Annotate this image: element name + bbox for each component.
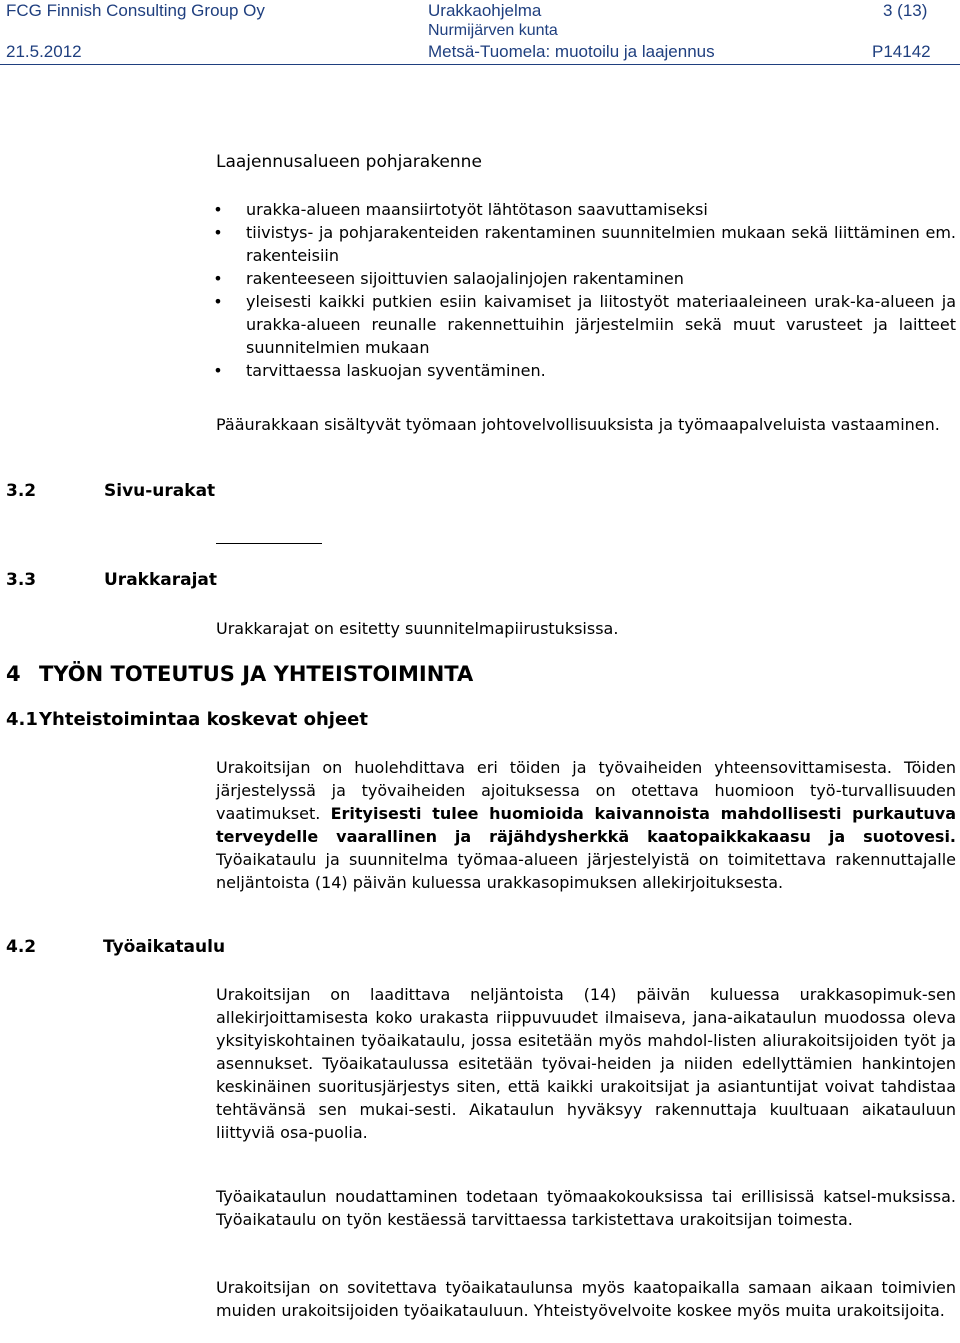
bullet-icon: • bbox=[213, 292, 223, 311]
section-number: 4.1 bbox=[6, 709, 38, 730]
cooperation-text-end: Työaikataulu ja suunnitelma työmaa-alueen järjestelyistä on toimitettava rakennuttajalle neljäntoista (14) päivän kuluessa urakkasopimuksen allekirjoituksesta. bbox=[216, 850, 956, 892]
section-4-2-heading bbox=[6, 936, 225, 958]
divider bbox=[216, 543, 322, 544]
bullet-icon: • bbox=[213, 223, 223, 242]
header-doc-type: Urakkaohjelma bbox=[428, 1, 542, 20]
safety-warning-text: Erityisesti tulee huomioida kaivannoista mahdollisesti purkautuva terveydelle vaarallinen ja räjähdysherkkä kaatopaikkakaasu ja suotovesi. bbox=[216, 804, 956, 846]
section-title: Urakkarajat bbox=[104, 570, 218, 590]
list-item: • tarvittaessa laskuojan syventäminen. bbox=[213, 361, 546, 380]
section-title: Työaikataulu bbox=[103, 937, 226, 957]
chapter-title: TYÖN TOTEUTUS JA YHTEISTOIMINTA bbox=[39, 662, 474, 686]
schedule-paragraph-2: Työaikataulun noudattaminen todetaan työmaakokouksissa tai erillisissä katsel-muksissa. Työaikataulu on työn kestäessä tarvittaessa tarkistettava urakoitsijan toimesta. bbox=[216, 1187, 956, 1229]
contract-limits-paragraph: Urakkarajat on esitetty suunnitelmapiirustuksissa. bbox=[216, 619, 619, 638]
schedule-paragraph-1: Urakoitsijan on laadittava neljäntoista (14) päivän kuluessa urakkasopimuk-sen allekirjoittamisesta koko urakasta riippuvuudet ilmaiseva, jana-aikataulun muodossa oleva yksityiskohtainen työaikataulu, jossa esitetään myös mahdol-listen aliurakoitsijoiden työt ja asennukset. Työaikataulussa esitetään työvai-heiden ja niiden edellyttämien hankintojen keskinäinen suoritusjärjestys siten, että kaikki urakoitsijat ja asiantuntijat voivat tahdistaa tehtävänsä sen mukai-sesti. Aikataulun hyväksyy rakennuttaja kuultuaan aikatauluun liittyviä osa-puolia. bbox=[216, 985, 956, 1142]
list-item: • tiivistys- ja pohjarakenteiden rakentaminen suunnitelmien mukaan sekä liittäminen em. rakenteisiin bbox=[213, 223, 956, 265]
section-3-2-heading bbox=[6, 480, 215, 502]
section-4-1-heading bbox=[6, 709, 368, 731]
section-number: 3.3 bbox=[6, 570, 37, 590]
cooperation-text-start: Urakoitsijan on huolehdittava eri töiden ja työvaiheiden yhteensovittamisesta. Töiden järjestelyssä ja työvaiheiden ajoituksessa on otettava huomioon työ-turvallisuuden vaatimukset. bbox=[216, 758, 956, 823]
section-title: Sivu-urakat bbox=[104, 481, 216, 501]
subsection-title: Laajennusalueen pohjarakenne bbox=[216, 152, 482, 172]
section-number: 3.2 bbox=[6, 481, 37, 501]
bullet-icon: • bbox=[213, 269, 223, 288]
list-item: • urakka-alueen maansiirtotyöt lähtötason saavuttamiseksi bbox=[213, 200, 708, 219]
header-client: Nurmijärven kunta bbox=[428, 22, 558, 39]
task-bullet-list bbox=[213, 198, 956, 382]
section-3-3-heading bbox=[6, 569, 217, 591]
chapter-4-heading bbox=[6, 661, 473, 687]
list-item: • rakenteeseen sijoittuvien salaojalinjojen rakentaminen bbox=[213, 269, 684, 288]
header-date: 21.5.2012 bbox=[6, 42, 82, 61]
header-project: Metsä-Tuomela: muotoilu ja laajennus bbox=[428, 42, 715, 61]
bullet-icon: • bbox=[213, 361, 223, 380]
header-page-number: 3 (13) bbox=[883, 1, 928, 20]
section-number: 4.2 bbox=[6, 937, 37, 957]
section-title: Yhteistoimintaa koskevat ohjeet bbox=[39, 709, 368, 730]
cooperation-paragraph bbox=[216, 756, 956, 894]
header-rule bbox=[0, 64, 960, 65]
header-company: FCG Finnish Consulting Group Oy bbox=[6, 1, 265, 20]
list-item: • yleisesti kaikki putkien esiin kaivamiset ja liitostyöt materiaaleineen urak-ka-alueen ja urakka-alueen reunalle rakennettuihin järjestelmiin sekä muut varusteet ja laitteet suunnitelmien mukaan bbox=[213, 292, 956, 357]
chapter-number: 4 bbox=[6, 662, 21, 686]
header-project-code: P14142 bbox=[872, 42, 931, 61]
main-contract-paragraph: Pääurakkaan sisältyvät työmaan johtovelvollisuuksista ja työmaapalveluista vastaaminen. bbox=[216, 415, 940, 434]
schedule-paragraph-3: Urakoitsijan on sovitettava työaikataulunsa myös kaatopaikalla samaan aikaan toimivien muiden urakoitsijoiden työaikatauluun. Yhteistyövelvoite koskee myös muita urakoitsijoita. bbox=[216, 1278, 956, 1320]
bullet-icon: • bbox=[213, 200, 223, 219]
